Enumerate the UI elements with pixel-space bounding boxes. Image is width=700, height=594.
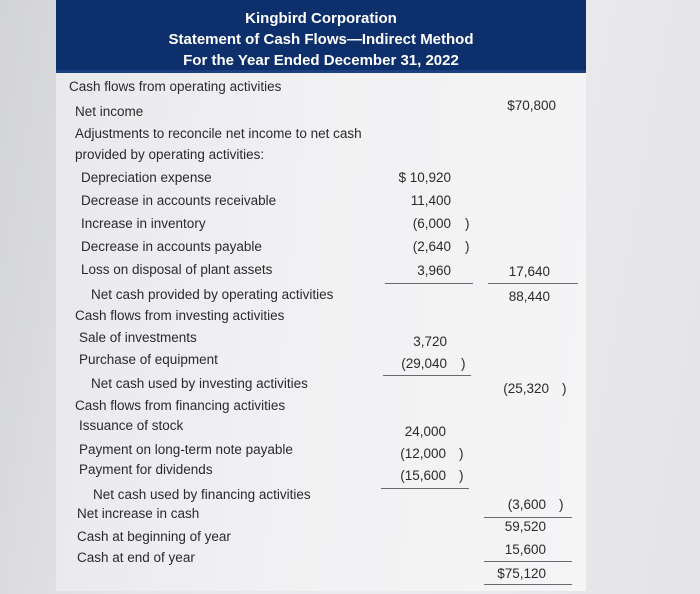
underline xyxy=(381,488,469,489)
end-cash-amount: $75,120 xyxy=(497,566,546,581)
underline xyxy=(484,517,572,518)
operating-item-amount: (2,640 xyxy=(412,239,451,254)
operating-item-label: Decrease in accounts payable xyxy=(81,239,262,254)
operating-item-amount: (6,000 xyxy=(412,216,451,231)
adjustments-total: 17,640 xyxy=(508,264,550,279)
net-increase-label: Net increase in cash xyxy=(77,506,200,521)
operating-item-close-paren: ) xyxy=(465,239,470,254)
operating-item-label: Decrease in accounts receivable xyxy=(81,193,277,208)
statement-title: Statement of Cash Flows—Indirect Method xyxy=(168,31,474,48)
net-income-amount: $70,800 xyxy=(507,98,556,113)
financing-net-label: Net cash used by financing activities xyxy=(93,487,311,502)
company-name: Kingbird Corporation xyxy=(245,10,397,27)
net-increase-amount: (3,600 xyxy=(507,497,546,512)
adjustments-label-line2: provided by operating activities: xyxy=(75,147,265,162)
investing-item-amount: (29,040 xyxy=(401,356,447,371)
operating-net-label: Net cash provided by operating activities xyxy=(91,287,334,302)
cash-change-amount: 15,600 xyxy=(504,542,546,557)
operating-item-close-paren: ) xyxy=(465,216,470,231)
underline xyxy=(383,375,471,376)
investing-heading: Cash flows from investing activities xyxy=(75,308,285,323)
underline xyxy=(488,283,578,284)
investing-item-amount: 3,720 xyxy=(413,334,447,349)
net-income-label: Net income xyxy=(75,104,144,119)
investing-net-label: Net cash used by investing activities xyxy=(91,376,308,391)
operating-item-amount: $ 10,920 xyxy=(398,170,451,185)
investing-item-label: Purchase of equipment xyxy=(79,352,218,367)
operating-net-total: 88,440 xyxy=(508,289,550,304)
financing-item-close-paren: ) xyxy=(459,446,464,461)
financing-item-label: Issuance of stock xyxy=(79,418,184,433)
investing-item-close-paren: ) xyxy=(461,356,466,371)
statement-period: For the Year Ended December 31, 2022 xyxy=(183,52,459,69)
financing-item-label: Payment on long-term note payable xyxy=(79,442,293,457)
end-cash-label: Cash at end of year xyxy=(77,550,195,565)
net-increase-close-paren: ) xyxy=(559,497,564,512)
financing-item-amount: (15,600 xyxy=(400,468,446,483)
underline xyxy=(385,283,473,284)
financing-item-amount: (12,000 xyxy=(400,446,446,461)
adjustments-label-line1: Adjustments to reconcile net income to net cash xyxy=(75,126,362,141)
investing-net-close-paren: ) xyxy=(562,381,567,396)
double-underline xyxy=(484,584,572,585)
operating-item-label: Depreciation expense xyxy=(81,170,212,185)
operating-item-label: Increase in inventory xyxy=(81,216,206,231)
financing-heading: Cash flows from financing activities xyxy=(75,398,286,413)
operating-item-amount: 11,400 xyxy=(410,193,451,208)
investing-item-label: Sale of investments xyxy=(79,330,197,345)
underline xyxy=(484,561,572,562)
financing-item-amount: 24,000 xyxy=(404,424,446,439)
operating-item-amount: 3,960 xyxy=(417,263,451,278)
operating-heading: Cash flows from operating activities xyxy=(69,79,282,94)
operating-item-label: Loss on disposal of plant assets xyxy=(81,262,273,277)
beginning-cash-amount: 59,520 xyxy=(504,519,546,534)
financing-item-close-paren: ) xyxy=(459,468,464,483)
financing-item-label: Payment for dividends xyxy=(79,462,213,477)
investing-net-total: (25,320 xyxy=(503,381,549,396)
beginning-cash-label: Cash at beginning of year xyxy=(77,529,231,544)
